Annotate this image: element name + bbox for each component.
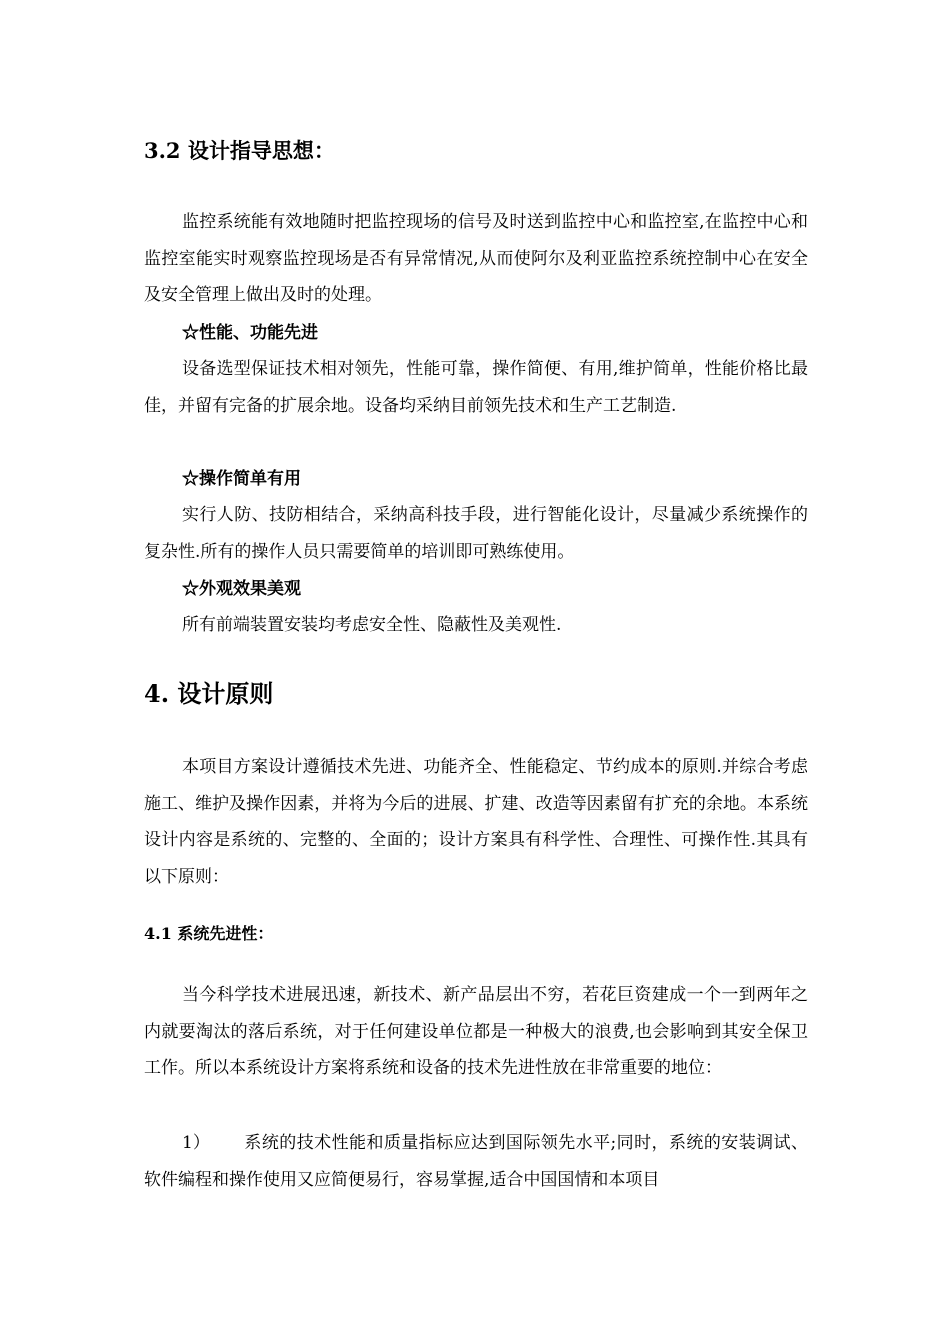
list-item-1 [144,1125,808,1198]
section-4-heading: 4. 设计原则 [144,679,274,708]
feature-title-performance: ☆性能、功能先进 [182,323,318,343]
feature-text-performance: 设备选型保证技术相对领先，性能可靠，操作简便、有用,维护简单，性能价格比最佳，并留有完备的扩展余地。设备均采纳目前领先技术和生产工艺制造. [144,359,808,416]
section-4-1-heading: 4.1 系统先进性： [144,924,274,943]
feature-title-operation: ☆操作简单有用 [182,469,301,489]
section-4-1-intro: 当今科学技术进展迅速，新技术、新产品层出不穷，若花巨资建成一个一到两年之内就要淘汰的落后系统，对于任何建设单位都是一种极大的浪费,也会影响到其安全保卫工作。所以本系统设计方案将系统和设备的技术先进性放在非常重要的地位： [144,985,808,1078]
list-item-1-text: 系统的技术性能和质量指标应达到国际领先水平;同时，系统的安装调试、软件编程和操作使用又应简便易行，容易掌握,适合中国国情和本项目 [144,1133,808,1190]
feature-title-appearance: ☆外观效果美观 [182,579,301,599]
section-3-2-intro: 监控系统能有效地随时把监控现场的信号及时送到监控中心和监控室,在监控中心和监控室能实时观察监控现场是否有异常情况,从而使阿尔及利亚监控系统控制中心在安全及安全管理上做出及时的处理。 [144,212,808,305]
section-4-intro: 本项目方案设计遵循技术先进、功能齐全、性能稳定、节约成本的原则.并综合考虑施工、维护及操作因素，并将为今后的进展、扩建、改造等因素留有扩充的余地。本系统设计内容是系统的、完整的、全面的；设计方案具有科学性、合理性、可操作性.其具有以下原则： [144,757,808,887]
feature-text-operation: 实行人防、技防相结合，采纳高科技手段，进行智能化设计，尽量减少系统操作的复杂性.所有的操作人员只需要简单的培训即可熟练使用。 [144,505,808,562]
section-3-2-heading: 3.2 设计指导思想： [144,138,335,163]
list-item-1-number: 1） [182,1133,210,1153]
feature-text-appearance: 所有前端装置安装均考虑安全性、隐蔽性及美观性. [182,615,562,635]
